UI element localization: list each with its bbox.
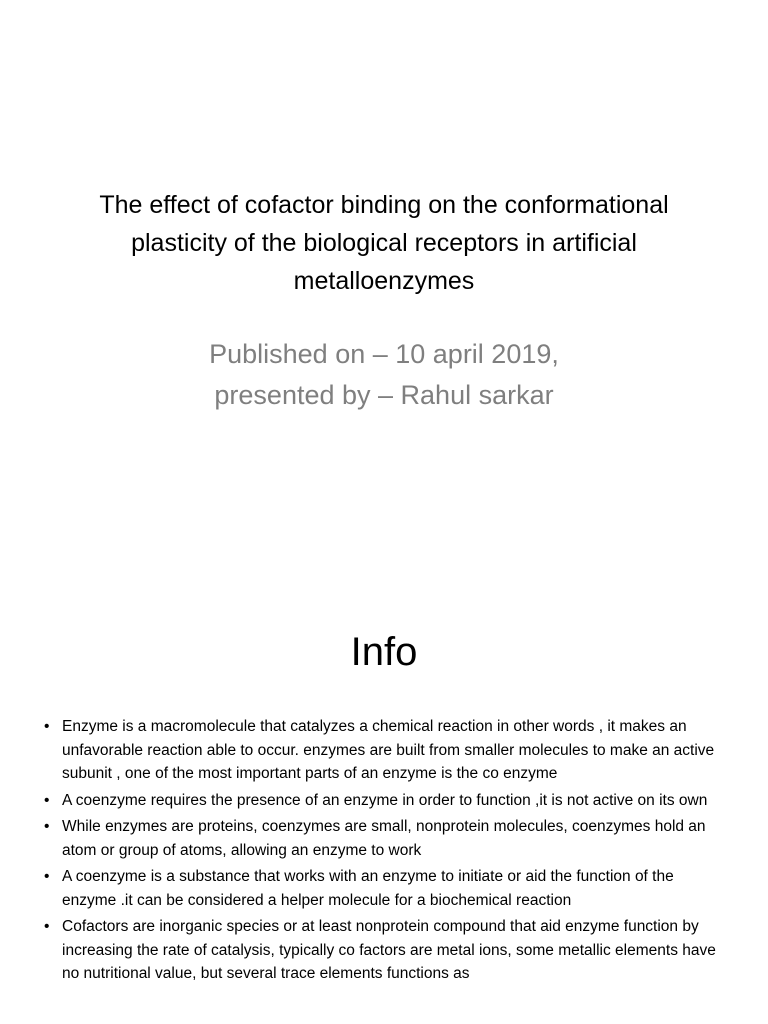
bullet-text: Enzyme is a macromolecule that catalyzes a chemical reaction in other words , it makes an unfavorable reaction able to occur. enzymes are built from smaller molecules to make an active subunit , one of the most important parts of an enzyme is the co enzyme: [62, 718, 715, 782]
bullet-text: A coenzyme requires the presence of an enzyme in order to function ,it is not active on its own: [62, 791, 708, 809]
bullet-icon: •: [44, 818, 50, 835]
list-item: [42, 789, 732, 813]
subtitle-presenter-line: presented by – Rahul sarkar: [214, 380, 554, 410]
bullet-icon: •: [44, 791, 50, 809]
slide-title: The effect of cofactor binding on the conformational plasticity of the biological receptors in artificial metalloenzymes: [99, 191, 669, 295]
subtitle-published-line: Published on – 10 april 2019,: [209, 339, 559, 369]
bullet-icon: •: [44, 868, 50, 885]
info-heading: Info: [350, 630, 418, 674]
bullet-icon: •: [44, 918, 50, 935]
list-item: [42, 815, 732, 862]
bullet-icon: •: [44, 718, 50, 735]
list-item: [42, 915, 732, 986]
info-slide: [0, 576, 768, 1024]
slide-subtitle: [64, 334, 704, 416]
bullet-text: A coenzyme is a substance that works with an enzyme to initiate or aid the function of the enzyme .it can be considered a helper molecule for a biochemical reaction: [62, 868, 674, 909]
bullet-text: Cofactors are inorganic species or at least nonprotein compound that aid enzyme function by increasing the rate of catalysis, typically co factors are metal ions, some metallic elements have no nutritional value, but several trace elements functions as: [62, 918, 716, 982]
list-item: [42, 865, 732, 912]
info-bullet-list: [42, 715, 732, 989]
bullet-text: While enzymes are proteins, coenzymes are small, nonprotein molecules, coenzymes hold an atom or group of atoms, allowing an enzyme to work: [62, 818, 706, 859]
list-item: [42, 715, 732, 786]
